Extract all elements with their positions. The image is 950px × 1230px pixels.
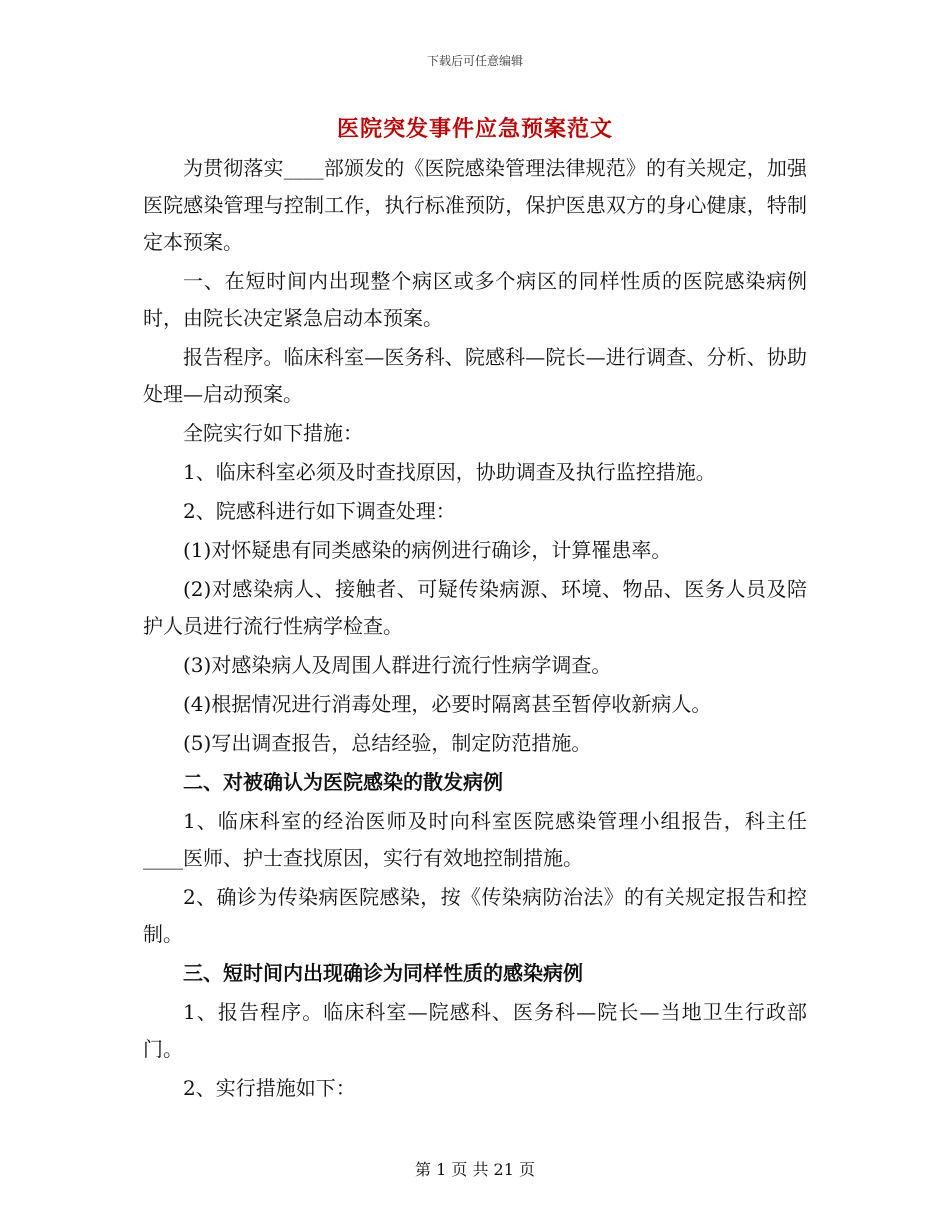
header-note: 下载后可任意编辑 [426, 54, 523, 68]
paragraph: 1、报告程序。临床科室—院感科、医务科—院长—当地卫生行政部门。 [143, 1000, 807, 1061]
paragraph: 1、临床科室的经治医师及时向科室医院感染管理小组报告，科主任____医师、护士查找原因，实行有效地控制措施。 [143, 809, 807, 870]
document-body [143, 150, 807, 1107]
paragraph: (3)对感染病人及周围人群进行流行性病学调查。 [183, 653, 612, 677]
paragraph: (5)写出调查报告，总结经验，制定防范措施。 [183, 731, 592, 755]
section-heading: 二、对被确认为医院感染的散发病例 [183, 770, 503, 794]
paragraph: 2、实行措施如下： [183, 1076, 356, 1100]
paragraph: 2、确诊为传染病医院感染，按《传染病防治法》的有关规定报告和控制。 [143, 885, 807, 946]
paragraph: 为贯彻落实____部颁发的《医院感染管理法律规范》的有关规定，加强医院感染管理与控制工作，执行标准预防，保护医患双方的身心健康，特制定本预案。 [143, 156, 807, 254]
page-footer: 第 1 页 共 21 页 [415, 1160, 535, 1179]
paragraph: (1)对怀疑患有同类感染的病例进行确诊，计算罹患率。 [183, 538, 672, 562]
paragraph: 1、临床科室必须及时查找原因，协助调查及执行监控措施。 [183, 460, 716, 484]
section-heading: 三、短时间内出现确诊为同样性质的感染病例 [183, 961, 583, 985]
paragraph: 2、院感科进行如下调查处理： [183, 499, 456, 523]
paragraph: 全院实行如下措施： [183, 421, 363, 445]
paragraph: 报告程序。临床科室—医务科、院感科—院长—进行调查、分析、协助处理—启动预案。 [143, 345, 807, 406]
paragraph: 一、在短时间内出现整个病区或多个病区的同样性质的医院感染病例时，由院长决定紧急启动本预案。 [143, 269, 807, 330]
document-title: 医院突发事件应急预案范文 [336, 116, 613, 142]
paragraph: (2)对感染病人、接触者、可疑传染病源、环境、物品、医务人员及陪护人员进行流行性病学检查。 [143, 577, 807, 638]
paragraph: (4)根据情况进行消毒处理，必要时隔离甚至暂停收新病人。 [183, 692, 712, 716]
